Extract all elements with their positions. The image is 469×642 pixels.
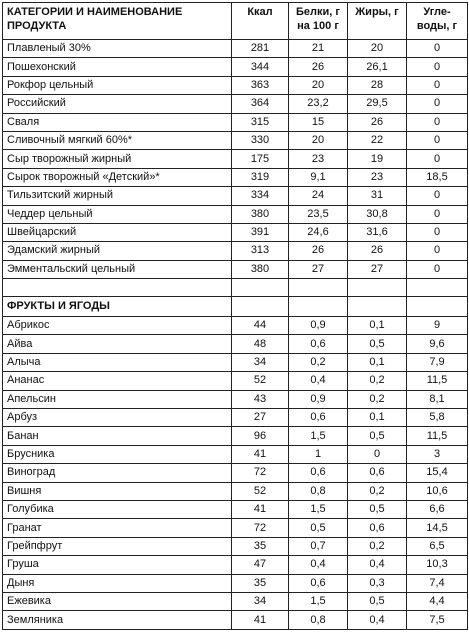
header-category: КАТЕГОРИИ И НАИМЕНОВАНИЕ ПРОДУКТА xyxy=(3,3,232,40)
kcal-cell: 380 xyxy=(232,205,289,223)
carbs-cell: 0 xyxy=(407,95,468,113)
kcal-cell: 52 xyxy=(232,482,289,500)
carbs-cell: 6,5 xyxy=(407,537,468,555)
fat-cell: 0,5 xyxy=(348,335,407,353)
product-name-cell: Сливочный мягкий 60%* xyxy=(3,131,232,149)
product-name-cell: Апельсин xyxy=(3,390,232,408)
spacer-cell xyxy=(232,279,289,297)
fat-cell: 27 xyxy=(348,260,407,278)
kcal-cell: 319 xyxy=(232,168,289,186)
kcal-cell: 47 xyxy=(232,556,289,574)
product-name-cell: Тильзитский жирный xyxy=(3,187,232,205)
fat-cell: 0,1 xyxy=(348,317,407,335)
table-row xyxy=(3,317,468,335)
fat-cell: 31,6 xyxy=(348,223,407,241)
section-heading-row xyxy=(3,297,468,317)
fat-cell: 23 xyxy=(348,168,407,186)
fat-cell: 26 xyxy=(348,113,407,131)
product-name-cell: Абрикос xyxy=(3,317,232,335)
fat-cell: 26,1 xyxy=(348,58,407,76)
product-name-cell: Груша xyxy=(3,556,232,574)
protein-cell: 0,2 xyxy=(289,353,348,371)
table-row xyxy=(3,40,468,58)
fat-cell: 0,3 xyxy=(348,574,407,592)
table-row xyxy=(3,464,468,482)
kcal-cell: 380 xyxy=(232,260,289,278)
carbs-cell: 0 xyxy=(407,205,468,223)
table-row xyxy=(3,500,468,518)
carbs-cell: 11,5 xyxy=(407,427,468,445)
fat-cell: 0,1 xyxy=(348,353,407,371)
section-heading-fruits: ФРУКТЫ И ЯГОДЫ xyxy=(3,297,232,317)
table-row xyxy=(3,223,468,241)
protein-cell: 0,6 xyxy=(289,409,348,427)
kcal-cell: 34 xyxy=(232,592,289,610)
protein-cell: 0,7 xyxy=(289,537,348,555)
protein-cell: 26 xyxy=(289,242,348,260)
protein-cell: 0,9 xyxy=(289,317,348,335)
kcal-cell: 34 xyxy=(232,353,289,371)
kcal-cell: 48 xyxy=(232,335,289,353)
table-row xyxy=(3,390,468,408)
kcal-cell: 35 xyxy=(232,574,289,592)
kcal-cell: 281 xyxy=(232,40,289,58)
protein-cell: 9,1 xyxy=(289,168,348,186)
table-row xyxy=(3,335,468,353)
fat-cell: 20 xyxy=(348,40,407,58)
fat-cell: 19 xyxy=(348,150,407,168)
product-name-cell: Брусника xyxy=(3,445,232,463)
kcal-cell: 313 xyxy=(232,242,289,260)
kcal-cell: 72 xyxy=(232,464,289,482)
kcal-cell: 363 xyxy=(232,76,289,94)
protein-cell: 23 xyxy=(289,150,348,168)
fat-cell: 0,6 xyxy=(348,464,407,482)
header-fat: Жиры, г xyxy=(348,3,407,40)
kcal-cell: 72 xyxy=(232,519,289,537)
fat-cell: 0 xyxy=(348,445,407,463)
carbs-cell: 7,4 xyxy=(407,574,468,592)
carbs-cell: 9 xyxy=(407,317,468,335)
protein-cell: 0,6 xyxy=(289,335,348,353)
protein-cell: 0,4 xyxy=(289,372,348,390)
protein-cell: 1 xyxy=(289,445,348,463)
product-name-cell: Плавленый 30% xyxy=(3,40,232,58)
cheese-rows xyxy=(3,40,468,279)
product-name-cell: Российский xyxy=(3,95,232,113)
protein-cell: 0,4 xyxy=(289,556,348,574)
product-name-cell: Эдамский жирный xyxy=(3,242,232,260)
table-row xyxy=(3,95,468,113)
carbs-cell: 8,1 xyxy=(407,390,468,408)
spacer-cell xyxy=(348,279,407,297)
carbs-cell: 0 xyxy=(407,113,468,131)
table-row xyxy=(3,242,468,260)
kcal-cell: 44 xyxy=(232,317,289,335)
table-row xyxy=(3,611,468,629)
table-row xyxy=(3,260,468,278)
table-row xyxy=(3,427,468,445)
protein-cell: 0,8 xyxy=(289,611,348,629)
carbs-cell: 7,9 xyxy=(407,353,468,371)
fat-cell: 0,5 xyxy=(348,592,407,610)
fat-cell: 26 xyxy=(348,242,407,260)
protein-cell: 20 xyxy=(289,131,348,149)
kcal-cell: 35 xyxy=(232,537,289,555)
product-name-cell: Швейцарский xyxy=(3,223,232,241)
protein-cell: 26 xyxy=(289,58,348,76)
fat-cell: 0,6 xyxy=(348,519,407,537)
table-row xyxy=(3,409,468,427)
table-row xyxy=(3,556,468,574)
protein-cell: 1,5 xyxy=(289,427,348,445)
spacer-cell xyxy=(289,279,348,297)
protein-cell: 0,9 xyxy=(289,390,348,408)
carbs-cell: 0 xyxy=(407,223,468,241)
carbs-cell: 10,3 xyxy=(407,556,468,574)
kcal-cell: 391 xyxy=(232,223,289,241)
kcal-cell: 41 xyxy=(232,611,289,629)
carbs-cell: 18,5 xyxy=(407,168,468,186)
product-name-cell: Пошехонский xyxy=(3,58,232,76)
product-name-cell: Земляника xyxy=(3,611,232,629)
kcal-cell: 41 xyxy=(232,445,289,463)
product-name-cell: Сыр творожный жирный xyxy=(3,150,232,168)
kcal-cell: 364 xyxy=(232,95,289,113)
product-name-cell: Эмментальский цельный xyxy=(3,260,232,278)
kcal-cell: 27 xyxy=(232,409,289,427)
fat-cell: 28 xyxy=(348,76,407,94)
fat-cell: 0,2 xyxy=(348,537,407,555)
carbs-cell: 3 xyxy=(407,445,468,463)
section-heading-blank xyxy=(348,297,407,317)
carbs-cell: 9,6 xyxy=(407,335,468,353)
table-row xyxy=(3,76,468,94)
table-row xyxy=(3,537,468,555)
kcal-cell: 315 xyxy=(232,113,289,131)
table-row xyxy=(3,574,468,592)
section-heading-blank xyxy=(232,297,289,317)
fat-cell: 0,2 xyxy=(348,482,407,500)
carbs-cell: 0 xyxy=(407,40,468,58)
carbs-cell: 7,5 xyxy=(407,611,468,629)
fat-cell: 31 xyxy=(348,187,407,205)
fat-cell: 0,5 xyxy=(348,427,407,445)
product-name-cell: Грейпфрут xyxy=(3,537,232,555)
fat-cell: 0,5 xyxy=(348,500,407,518)
kcal-cell: 43 xyxy=(232,390,289,408)
carbs-cell: 10,6 xyxy=(407,482,468,500)
protein-cell: 27 xyxy=(289,260,348,278)
carbs-cell: 0 xyxy=(407,242,468,260)
carbs-cell: 5,8 xyxy=(407,409,468,427)
product-name-cell: Сваля xyxy=(3,113,232,131)
protein-cell: 0,6 xyxy=(289,574,348,592)
protein-cell: 24 xyxy=(289,187,348,205)
carbs-cell: 0 xyxy=(407,131,468,149)
product-name-cell: Ананас xyxy=(3,372,232,390)
nutrition-table xyxy=(2,2,468,630)
carbs-cell: 0 xyxy=(407,150,468,168)
protein-cell: 24,6 xyxy=(289,223,348,241)
protein-cell: 0,8 xyxy=(289,482,348,500)
kcal-cell: 334 xyxy=(232,187,289,205)
protein-cell: 0,6 xyxy=(289,464,348,482)
carbs-cell: 14,5 xyxy=(407,519,468,537)
carbs-cell: 0 xyxy=(407,76,468,94)
fruit-section xyxy=(3,279,468,317)
spacer-cell xyxy=(3,279,232,297)
section-spacer-row xyxy=(3,279,468,297)
protein-cell: 1,5 xyxy=(289,592,348,610)
protein-cell: 0,5 xyxy=(289,519,348,537)
kcal-cell: 344 xyxy=(232,58,289,76)
protein-cell: 20 xyxy=(289,76,348,94)
kcal-cell: 175 xyxy=(232,150,289,168)
section-heading-blank xyxy=(289,297,348,317)
table-row xyxy=(3,205,468,223)
spacer-cell xyxy=(407,279,468,297)
protein-cell: 15 xyxy=(289,113,348,131)
product-name-cell: Чеддер цельный xyxy=(3,205,232,223)
carbs-cell: 11,5 xyxy=(407,372,468,390)
product-name-cell: Гранат xyxy=(3,519,232,537)
fruit-rows xyxy=(3,317,468,630)
section-heading-blank xyxy=(407,297,468,317)
protein-cell: 21 xyxy=(289,40,348,58)
kcal-cell: 52 xyxy=(232,372,289,390)
kcal-cell: 96 xyxy=(232,427,289,445)
protein-cell: 1,5 xyxy=(289,500,348,518)
header-kcal: Ккал xyxy=(232,3,289,40)
table-row xyxy=(3,131,468,149)
product-name-cell: Ежевика xyxy=(3,592,232,610)
table-row xyxy=(3,353,468,371)
header-carbs: Угле-воды, г xyxy=(407,3,468,40)
carbs-cell: 6,6 xyxy=(407,500,468,518)
table-row xyxy=(3,445,468,463)
fat-cell: 30,8 xyxy=(348,205,407,223)
table-row xyxy=(3,150,468,168)
fat-cell: 22 xyxy=(348,131,407,149)
table-row xyxy=(3,372,468,390)
table-row xyxy=(3,187,468,205)
fat-cell: 0,1 xyxy=(348,409,407,427)
table-header-row xyxy=(3,3,468,40)
kcal-cell: 330 xyxy=(232,131,289,149)
product-name-cell: Виноград xyxy=(3,464,232,482)
carbs-cell: 0 xyxy=(407,58,468,76)
fat-cell: 29,5 xyxy=(348,95,407,113)
protein-cell: 23,5 xyxy=(289,205,348,223)
carbs-cell: 0 xyxy=(407,187,468,205)
product-name-cell: Айва xyxy=(3,335,232,353)
product-name-cell: Алыча xyxy=(3,353,232,371)
table-row xyxy=(3,58,468,76)
header-protein: Белки, г на 100 г xyxy=(289,3,348,40)
product-name-cell: Голубика xyxy=(3,500,232,518)
carbs-cell: 0 xyxy=(407,260,468,278)
fat-cell: 0,4 xyxy=(348,611,407,629)
carbs-cell: 15,4 xyxy=(407,464,468,482)
product-name-cell: Сырок творожный «Детский»* xyxy=(3,168,232,186)
kcal-cell: 41 xyxy=(232,500,289,518)
product-name-cell: Банан xyxy=(3,427,232,445)
product-name-cell: Вишня xyxy=(3,482,232,500)
product-name-cell: Дыня xyxy=(3,574,232,592)
table-row xyxy=(3,592,468,610)
fat-cell: 0,2 xyxy=(348,372,407,390)
protein-cell: 23,2 xyxy=(289,95,348,113)
table-row xyxy=(3,168,468,186)
table-row xyxy=(3,482,468,500)
fat-cell: 0,2 xyxy=(348,390,407,408)
fat-cell: 0,4 xyxy=(348,556,407,574)
product-name-cell: Арбуз xyxy=(3,409,232,427)
table-row xyxy=(3,519,468,537)
table-row xyxy=(3,113,468,131)
product-name-cell: Рокфор цельный xyxy=(3,76,232,94)
carbs-cell: 4,4 xyxy=(407,592,468,610)
